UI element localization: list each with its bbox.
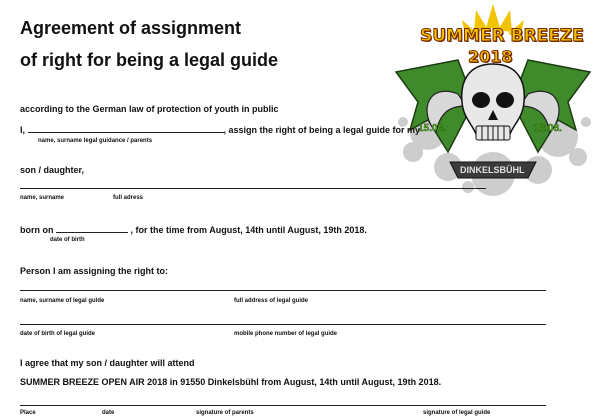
assign-sentence: [20, 123, 420, 135]
parent-name-field[interactable]: [28, 123, 224, 133]
summer-breeze-logo: [388, 2, 598, 202]
logo-festival-name: SUMMER BREEZE: [420, 26, 584, 46]
assignee-phone-hint: mobile phone number of legal guide: [234, 331, 338, 337]
child-label: son / daughter,: [20, 165, 85, 175]
assignee-dob-phone-line[interactable]: [20, 324, 546, 325]
signature-line[interactable]: [20, 405, 546, 406]
date-hint: date: [102, 410, 115, 416]
assign-prefix: I,: [20, 125, 26, 135]
parent-name-hint: name, surname legal guidance / parents: [38, 138, 153, 144]
child-address-hint: full adress: [113, 195, 144, 201]
guide-signature-hint: signature of legal guide: [423, 410, 491, 416]
child-name-hint: name, surname: [20, 195, 65, 201]
law-statement: according to the German law of protection of youth in public: [20, 104, 279, 114]
assignee-heading: Person I am assigning the right to:: [20, 266, 169, 276]
born-prefix: born on: [20, 225, 54, 235]
born-sentence: [20, 223, 367, 235]
document-title-line1: Agreement of assignment: [20, 18, 242, 38]
logo-date-start: 15.08.: [418, 123, 446, 134]
assignee-name-address-line[interactable]: [20, 290, 546, 291]
assignee-address-hint: full address of legal guide: [234, 298, 309, 304]
attend-line1: I agree that my son / daughter will attend: [20, 358, 195, 368]
logo-town: DINKELSBÜHL: [460, 165, 525, 175]
document-title-line2: of right for being a legal guide: [20, 50, 279, 70]
born-suffix: , for the time from August, 14th until August, 19th 2018.: [130, 225, 367, 235]
place-hint: Place: [20, 410, 36, 416]
assignee-name-hint: name, surname of legal guide: [20, 298, 105, 304]
logo-date-end: 18.08.: [534, 123, 562, 134]
child-field-line[interactable]: [20, 188, 486, 189]
logo-year: 2018: [468, 47, 513, 66]
assignee-dob-hint: date of birth of legal guide: [20, 331, 95, 337]
parent-signature-hint: signature of parents: [196, 410, 254, 416]
birth-date-field[interactable]: [56, 223, 128, 233]
assign-suffix: , assign the right of being a legal guide for my: [223, 125, 421, 135]
attend-line2: SUMMER BREEZE OPEN AIR 2018 in 91550 Dinkelsbühl from August, 14th until August, 19th 2018.: [20, 377, 442, 387]
birth-date-hint: date of birth: [50, 237, 85, 243]
